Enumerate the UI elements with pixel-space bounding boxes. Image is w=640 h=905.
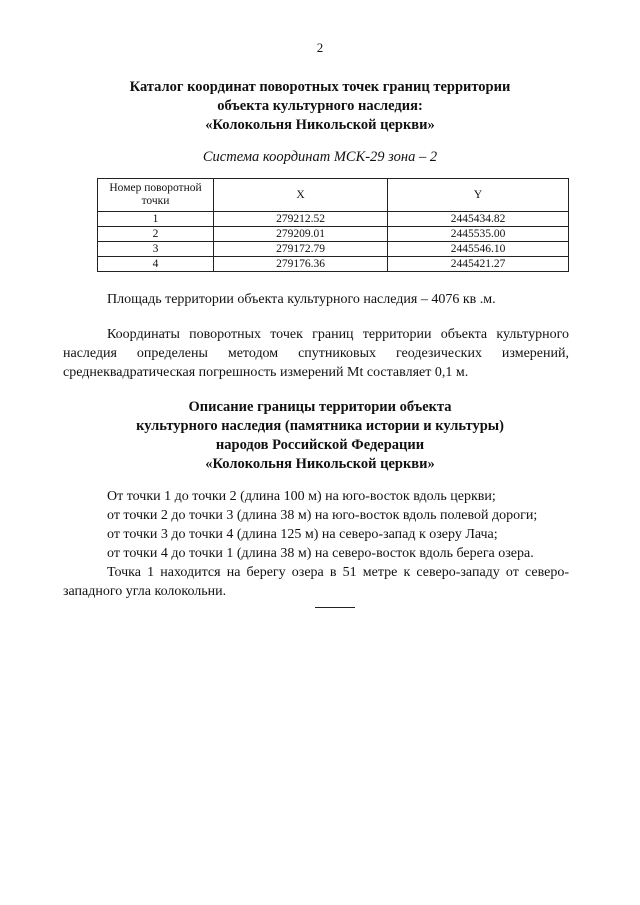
coordinate-system: Система координат МСК-29 зона – 2 xyxy=(202,149,438,165)
catalog-title-line-1: Каталог координат поворотных точек границ территории xyxy=(129,79,511,95)
header-point-number: Номер поворотной точки xyxy=(98,179,214,212)
paragraph-line: Координаты поворотных точек границ территории объекта культурного xyxy=(107,327,569,342)
description-title-line-2: культурного наследия (памятника истории и культуры) xyxy=(136,418,504,434)
table-row xyxy=(98,227,569,242)
area-statement: Площадь территории объекта культурного наследия – 4076 кв .м. xyxy=(107,292,496,307)
boundary-segment: от точки 2 до точки 3 (длина 38 м) на юго-восток вдоль полевой дороги; xyxy=(107,508,538,523)
table-header-row xyxy=(98,179,569,212)
paragraph-line: среднеквадратическая погрешность измерений Mt составляет 0,1 м. xyxy=(63,365,469,380)
paragraph-line: наследия определены методом спутниковых геодезических измерений, xyxy=(63,346,569,361)
table-row xyxy=(98,242,569,257)
y-cell: 2445434.82 xyxy=(388,212,569,227)
boundary-description xyxy=(63,487,569,601)
x-cell: 279172.79 xyxy=(214,242,388,257)
table-row xyxy=(98,257,569,272)
x-cell: 279212.52 xyxy=(214,212,388,227)
header-y: Y xyxy=(388,179,569,212)
catalog-title xyxy=(0,78,640,135)
description-title-line-3: народов Российской Федерации xyxy=(215,437,425,453)
boundary-segment: от точки 3 до точки 4 (длина 125 м) на северо-запад к озеру Лача; xyxy=(107,527,498,542)
page-number: 2 xyxy=(316,40,324,55)
coordinates-accuracy-paragraph xyxy=(63,325,569,382)
catalog-title-line-2: объекта культурного наследия: xyxy=(217,98,423,114)
table-row xyxy=(98,212,569,227)
point-number-cell: 3 xyxy=(98,242,214,257)
x-cell: 279209.01 xyxy=(214,227,388,242)
boundary-segment: от точки 4 до точки 1 (длина 38 м) на северо-восток вдоль берега озера. xyxy=(107,546,534,561)
description-title-line-4: «Колокольня Никольской церкви» xyxy=(205,456,435,472)
paragraph-line: Точка 1 находится на берегу озера в 51 метре к северо-западу от северо- xyxy=(107,565,569,580)
y-cell: 2445546.10 xyxy=(388,242,569,257)
point-number-cell: 1 xyxy=(98,212,214,227)
x-cell: 279176.36 xyxy=(214,257,388,272)
description-title-line-1: Описание границы территории объекта xyxy=(188,399,452,415)
y-cell: 2445421.27 xyxy=(388,257,569,272)
header-x: X xyxy=(214,179,388,212)
separator-line xyxy=(315,607,355,608)
paragraph-line: западного угла колокольни. xyxy=(63,584,227,599)
point-number-cell: 4 xyxy=(98,257,214,272)
catalog-title-line-3: «Колокольня Никольской церкви» xyxy=(205,117,435,133)
coordinates-table xyxy=(97,178,569,272)
point-number-cell: 2 xyxy=(98,227,214,242)
description-title xyxy=(0,398,640,474)
y-cell: 2445535.00 xyxy=(388,227,569,242)
boundary-segment: От точки 1 до точки 2 (длина 100 м) на юго-восток вдоль церкви; xyxy=(107,489,496,504)
